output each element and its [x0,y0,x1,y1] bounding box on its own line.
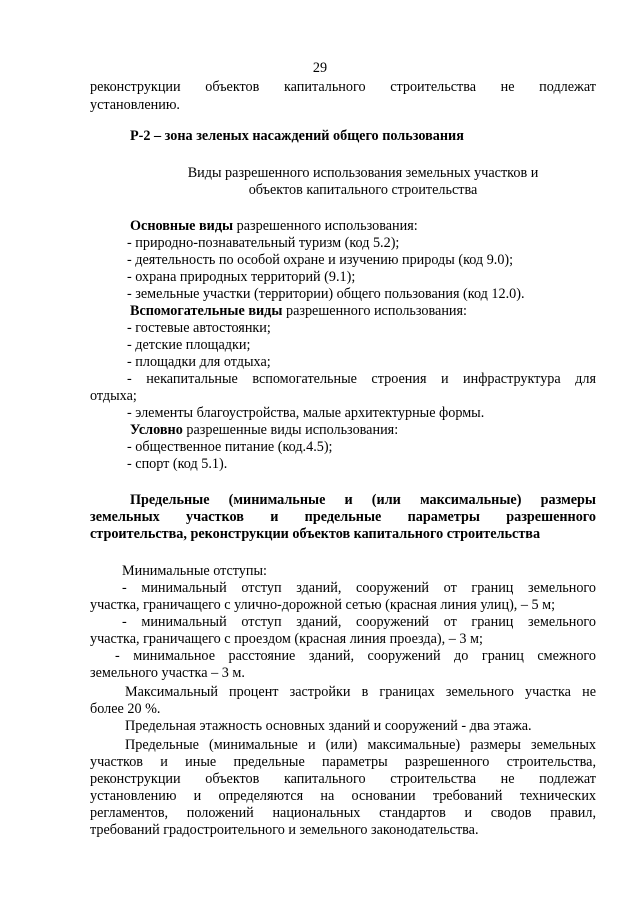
list-item: - спорт (код 5.1). [127,456,228,472]
list-item-continued: отдыха; [90,388,137,404]
page-number: 29 [312,60,328,76]
conditional-uses-heading [130,422,636,439]
text-line: установлению. [90,97,180,113]
setback-item-continued: земельного участка – 3 м. [90,665,245,681]
list-item: - общественное питание (код.4.5); [127,439,333,455]
conditional-uses-rest: разрешенные виды использования: [182,422,399,438]
list-item: - земельные участки (территории) общего пользования (код 12.0). [127,286,525,302]
paragraph-line: требований градостроительного и земельного законодательства. [90,822,479,838]
conditional-uses-bold: Условно [130,422,183,438]
list-item: - элементы благоустройства, малые архитектурные формы. [127,405,485,421]
list-item: - гостевые автостоянки; [127,320,271,336]
list-item: - площадки для отдыха; [127,354,271,370]
text-line: реконструкции объектов капитального строительства не подлежат [90,79,596,95]
section-subtitle: объектов капитального строительства [248,182,478,198]
main-uses-rest: разрешенного использования: [233,218,418,234]
aux-uses-bold: Вспомогательные виды [130,303,283,319]
setback-item: - минимальный отступ зданий, сооружений от границ земельного [122,614,596,630]
list-item: - природно-познавательный туризм (код 5.2); [127,235,400,251]
list-item: - детские площадки; [127,337,251,353]
setback-item: - минимальный отступ зданий, сооружений от границ земельного [122,580,596,596]
paragraph-line: участков и иные предельные параметры разрешенного строительства, [90,754,596,770]
paragraph-line: Предельные (минимальные и (или) максимальные) размеры земельных [125,737,596,753]
paragraph-line: реконструкции объектов капитального строительства не подлежат [90,771,596,787]
limits-heading: строительства, реконструкции объектов капитального строительства [90,526,541,542]
list-item: - деятельность по особой охране и изучению природы (код 9.0); [127,252,514,268]
main-uses-bold: Основные виды [130,218,234,234]
section-subtitle: Виды разрешенного использования земельных участков и [187,165,539,181]
setback-item-continued: участка, граничащего с проездом (красная линия проезда), – 3 м; [90,631,483,647]
list-item: - некапитальные вспомогательные строения и инфраструктура для [127,371,596,387]
paragraph-line: Максимальный процент застройки в границах земельного участка не [125,684,596,700]
paragraph-line: более 20 %. [90,701,161,717]
limits-heading: Предельные (минимальные и (или максимальные) размеры [130,492,596,508]
paragraph-line: установлению и определяются на основании требований технических [90,788,596,804]
aux-uses-heading [130,303,636,320]
paragraph-line: регламентов, положений национальных стандартов и сводов правил, [90,805,596,821]
setbacks-title: Минимальные отступы: [122,563,267,579]
limits-heading: земельных участков и предельные параметры разрешенного [90,509,596,525]
setback-item-continued: участка, граничащего с улично-дорожной сетью (красная линия улиц), – 5 м; [90,597,556,613]
zone-title: Р-2 – зона зеленых насаждений общего пользования [130,128,464,144]
aux-uses-rest: разрешенного использования: [282,303,467,319]
setback-item: - минимальное расстояние зданий, сооружений до границ смежного [115,648,596,664]
paragraph-line: Предельная этажность основных зданий и сооружений - два этажа. [125,718,532,734]
list-item: - охрана природных территорий (9.1); [127,269,356,285]
main-uses-heading [130,218,636,235]
